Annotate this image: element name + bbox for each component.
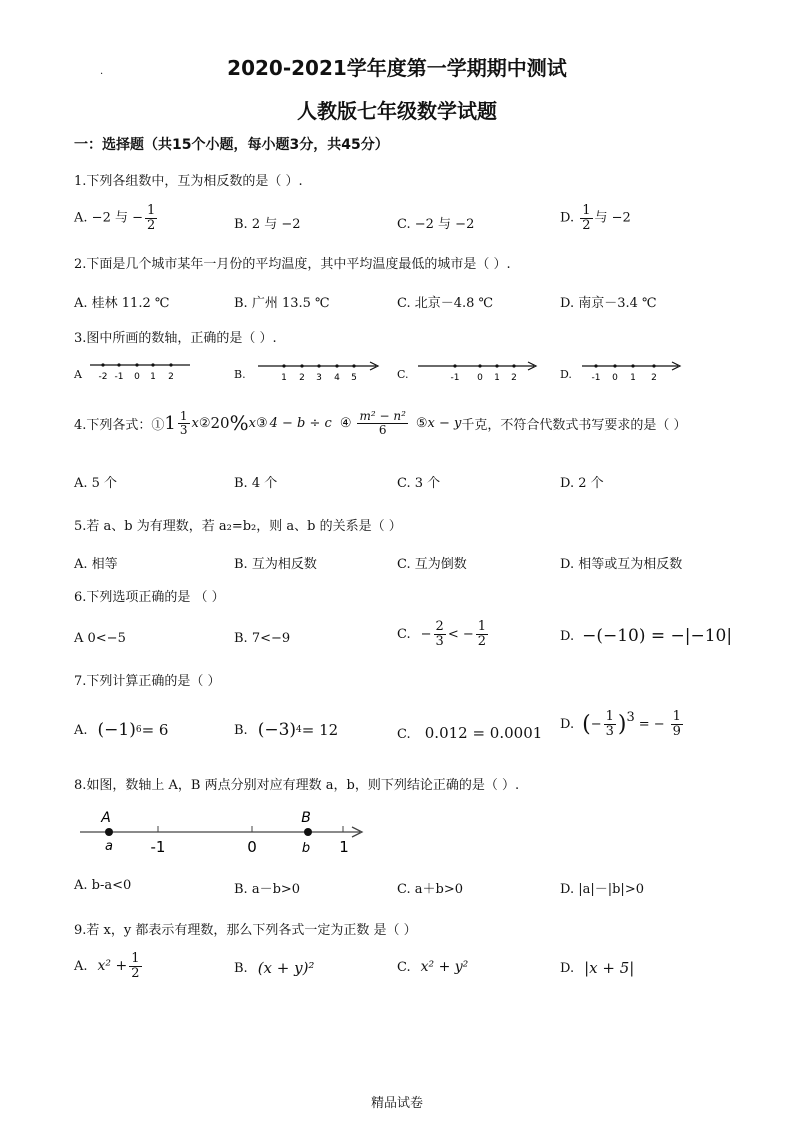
q8-option-a: A. b-a<0 <box>74 878 132 893</box>
q8-number-line <box>60 800 390 870</box>
q3-c-tick <box>495 364 498 367</box>
q2-option-b: B. 广州 13.5 ℃ <box>234 296 330 311</box>
q6-c-middle: < − <box>447 626 474 642</box>
q2-option-c: C. 北京－4.8 ℃ <box>397 296 494 311</box>
q4-item3-expr: 4 − b ÷ c <box>269 415 332 431</box>
question-7-stem: 7.下列计算正确的是（ ） <box>74 674 221 689</box>
q8-label-A: A <box>101 810 111 826</box>
q3-b-tick-label: 1 <box>281 373 287 383</box>
q7-c-label: C. <box>397 727 411 742</box>
question-5-stem: 5.若 a、b 为有理数，若 a₂=b₂，则 a、b 的关系是（ ） <box>74 519 402 534</box>
question-9-stem: 9.若 x，y 都表示有理数，那么下列各式一定为正数 是（ ） <box>74 923 417 938</box>
q6-option-b: B. 7<−9 <box>234 631 291 646</box>
q3-d-tick <box>613 364 616 367</box>
q1-a-label: A. <box>74 210 88 226</box>
q4-stem-suffix: 千克，不符合代数式书写要求的是（ ） <box>461 417 687 433</box>
q9-a-den: 2 <box>131 965 140 981</box>
q4-item1-den: 3 <box>179 422 188 437</box>
q3-a-ticks <box>99 363 174 382</box>
q4-item2-var: x <box>248 415 256 431</box>
q3-c-tick-label: 2 <box>511 373 517 383</box>
q7-option-c <box>397 724 542 742</box>
q3-a-tick <box>169 363 172 366</box>
q3-b-tick <box>352 364 355 367</box>
q3-b-ticks <box>281 364 357 383</box>
q5-option-a: A. 相等 <box>74 557 118 572</box>
q9-option-b <box>234 959 314 977</box>
q3-d-tick-label: -1 <box>591 373 601 383</box>
q4-option-b: B. 4 个 <box>234 476 278 491</box>
q7-option-b <box>234 720 338 740</box>
q1-d-den: 2 <box>582 217 591 233</box>
q4-item2-value: 20 <box>210 414 230 433</box>
q8-label-a: a <box>105 839 113 854</box>
q4-item4-num: m² − n² <box>359 409 406 423</box>
q8-tick-label-minus1: -1 <box>150 838 166 856</box>
q4-option-d: D. 2 个 <box>560 476 604 491</box>
q8-tick-label-0: 0 <box>247 838 257 856</box>
q8-label-b: b <box>301 841 311 856</box>
page-footer: 精品试卷 <box>370 1096 423 1111</box>
question-1-stem: 1.下列各组数中，互为相反数的是（ ）. <box>74 174 303 189</box>
q3-a-tick <box>101 363 104 366</box>
q9-a-label: A. <box>74 958 88 974</box>
q9-d-expr: |x + 5| <box>584 959 635 977</box>
q3-b-label: B. <box>234 368 246 381</box>
q8-option-c: C. a＋b>0 <box>397 882 463 897</box>
q3-a-tick-label: 2 <box>168 372 174 382</box>
q7-d-exponent: 3 <box>626 710 635 725</box>
q6-option-a: A 0<−5 <box>74 631 126 646</box>
q9-c-expr: x² + y² <box>420 959 469 975</box>
q2-option-d: D. 南京－3.4 ℃ <box>560 296 657 311</box>
q4-item3-label: ③ <box>255 415 268 431</box>
q4-item5-label: ⑤ <box>415 415 428 431</box>
q6-c-num2: 1 <box>477 619 487 634</box>
q9-c-label: C. <box>397 959 411 975</box>
q3-d-tick <box>652 364 655 367</box>
q9-a-num: 1 <box>131 951 140 966</box>
q9-d-label: D. <box>560 960 575 976</box>
q1-a-den: 2 <box>147 217 156 233</box>
q6-c-label: C. <box>397 626 411 642</box>
q8-point-b <box>304 828 312 836</box>
q1-option-c: C. −2 与 −2 <box>397 217 475 232</box>
q3-a-tick-label: -2 <box>98 372 108 382</box>
q3-d-ticks <box>592 364 657 383</box>
q7-d-result-num: 1 <box>672 709 681 724</box>
q7-b-label: B. <box>234 722 248 738</box>
q3-a-tick-label: 0 <box>134 372 140 382</box>
question-4-stem <box>74 410 687 436</box>
q3-d-tick-label: 2 <box>651 373 657 383</box>
q9-option-a <box>74 952 144 980</box>
q3-c-label: C. <box>397 368 409 381</box>
q7-a-result: = 6 <box>141 721 169 739</box>
q3-c-tick <box>453 364 456 367</box>
q9-option-c <box>397 959 468 975</box>
page-subtitle: 人教版七年级数学试题 <box>297 99 497 123</box>
q7-option-a <box>74 720 168 740</box>
q8-point-a <box>105 828 113 836</box>
q3-d-tick-label: 1 <box>630 373 636 383</box>
stray-dot: . <box>100 66 104 77</box>
q4-item1-whole: 1 <box>164 412 176 434</box>
q3-b-tick <box>335 364 338 367</box>
q1-d-label: D. <box>560 210 575 226</box>
q6-option-c: C. − $\frac{2}{3}$ < − $\frac{1}{2}$ <box>397 619 487 649</box>
q5-option-c: C. 互为倒数 <box>397 557 467 572</box>
q3-c-ticks <box>451 364 517 383</box>
q4-option-a: A. 5 个 <box>74 476 118 491</box>
q4-item4-den: 6 <box>378 422 387 437</box>
q7-c-expr: 0.012 = 0.0001 <box>424 724 543 742</box>
q3-a-label: A <box>74 368 82 381</box>
q3-d-tick <box>594 364 597 367</box>
q8-option-b: B. a－b>0 <box>234 882 301 897</box>
q3-b-tick <box>300 364 303 367</box>
q6-d-expr: −(−10) = −|−10| <box>582 626 733 646</box>
q1-d-text: 与 −2 <box>594 210 631 226</box>
q3-d-tick <box>631 364 634 367</box>
q4-item4-label: ④ <box>339 415 352 431</box>
page-title: 2020-2021学年度第一学期期中测试 <box>227 56 567 80</box>
q3-d-label: D. <box>560 368 572 381</box>
q3-c-tick-label: 1 <box>494 373 500 383</box>
q4-item2-percent: % <box>229 411 249 436</box>
q4-option-c: C. 3 个 <box>397 476 441 491</box>
q3-b-tick-label: 5 <box>351 373 357 383</box>
q6-c-den2: 2 <box>477 633 487 649</box>
q4-item5-expr: x − y <box>427 415 462 431</box>
q7-d-label: D. <box>560 716 575 732</box>
q4-item1-num: 1 <box>179 409 188 423</box>
q3-a-tick-label: -1 <box>114 372 124 382</box>
q7-a-label: A. <box>74 722 88 738</box>
q5-option-d: D. 相等或互为相反数 <box>560 557 683 572</box>
q3-a-tick <box>151 363 154 366</box>
q3-a-tick-label: 1 <box>150 372 156 382</box>
q3-c-tick-label: -1 <box>450 373 460 383</box>
q3-c-tick <box>478 364 481 367</box>
q3-a-tick <box>135 363 138 366</box>
q4-stem-prefix: 4.下列各式：① <box>74 417 165 433</box>
q9-a-expr: x² + <box>97 958 128 975</box>
q7-a-exponent: 6 <box>135 725 142 735</box>
q3-b-tick <box>282 364 285 367</box>
q5-option-b: B. 互为相反数 <box>234 557 317 572</box>
q7-a-base: (−1) <box>97 720 136 740</box>
q3-c-tick <box>512 364 515 367</box>
q3-b-tick-label: 3 <box>316 373 322 383</box>
q7-d-num: 1 <box>605 709 614 724</box>
q7-b-exponent: 4 <box>296 725 302 735</box>
q6-option-d <box>560 626 732 646</box>
q3-number-lines <box>0 0 794 400</box>
q7-d-den: 3 <box>605 723 614 739</box>
q7-b-base: (−3) <box>257 720 297 740</box>
q1-option-b: B. 2 与 −2 <box>234 217 301 232</box>
question-3-stem: 3.图中所画的数轴，正确的是（ ）. <box>74 331 277 346</box>
question-6-stem: 6.下列选项正确的是 （ ） <box>74 590 225 605</box>
q6-c-den1: 3 <box>435 633 444 649</box>
q9-option-d <box>560 959 634 977</box>
q8-tick-label-1: 1 <box>339 838 349 856</box>
q8-label-B: B <box>301 810 311 826</box>
q1-a-num: 1 <box>147 203 156 218</box>
q8-option-d: D. |a|－|b|>0 <box>560 882 644 897</box>
q7-b-result: = 12 <box>301 721 339 739</box>
q6-d-label: D. <box>560 628 575 644</box>
q3-b-tick <box>317 364 320 367</box>
q1-a-text: −2 与 − <box>91 210 143 226</box>
q4-item2-label: ② <box>198 415 211 431</box>
q4-item1-var: x <box>191 415 199 431</box>
section-heading: 一：选择题（共15个小题，每小题3分，共45分） <box>74 137 389 153</box>
q7-option-d: D. ( − $\frac{1}{3}$ ) 3 = − $\frac{1}{9}$ <box>560 709 681 739</box>
q9-b-label: B. <box>234 960 248 976</box>
question-8-stem: 8.如图，数轴上 A，B 两点分别对应有理数 a，b，则下列结论正确的是（ ）. <box>74 778 520 793</box>
q3-b-tick-label: 4 <box>334 373 340 383</box>
q7-d-result-den: 9 <box>672 723 681 739</box>
q2-option-a: A. 桂林 11.2 ℃ <box>74 296 170 311</box>
q3-c-tick-label: 0 <box>477 373 483 383</box>
question-2-stem: 2.下面是几个城市某年一月份的平均温度，其中平均温度最低的城市是（ ）. <box>74 257 511 272</box>
q1-d-num: 1 <box>582 203 591 218</box>
q9-b-expr: (x + y)² <box>257 959 315 977</box>
q3-d-tick-label: 0 <box>612 373 618 383</box>
q3-b-tick-label: 2 <box>299 373 305 383</box>
q3-a-tick <box>117 363 120 366</box>
q6-c-num1: 2 <box>435 619 444 634</box>
